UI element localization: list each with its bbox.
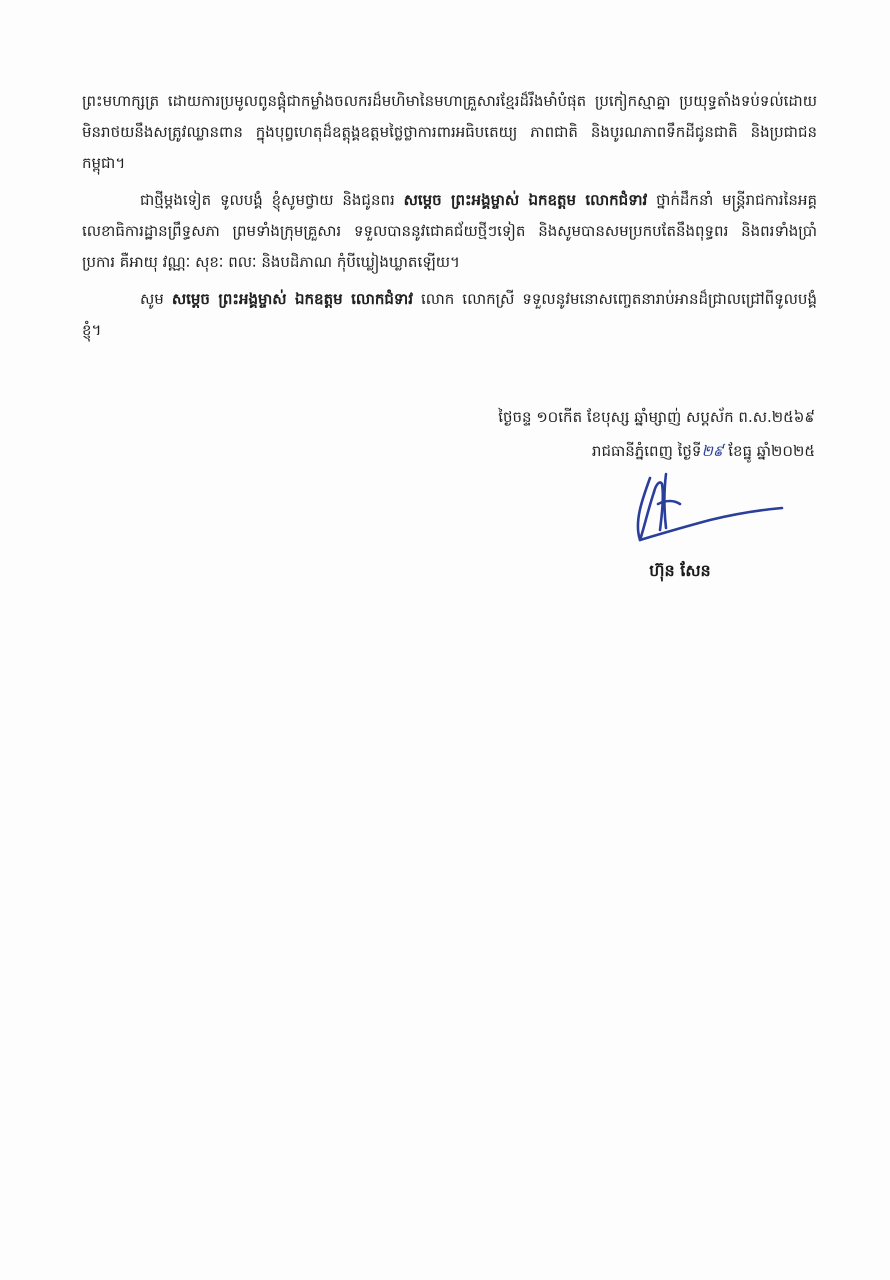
dateline [355, 400, 815, 468]
place-prefix: រាជធានីភ្នំពេញ ថ្ងៃទី [591, 442, 702, 460]
signer-name: ហ៊ុន សែន [649, 561, 711, 580]
paragraph-3-text-a: សូម [140, 290, 172, 308]
handwritten-day: ២៩ [701, 442, 724, 460]
letter-body [82, 86, 817, 352]
paragraph-2-text-b: ថ្នាក់ដឹកនាំ មន្ត្រីរាជការនៃអគ្គលេខាធិការដ្ឋានព្រឹទ្ធសភា ព្រមទាំងក្រុមគ្រួសារ ទទួលបាននូវជោគជ័យថ្មីៗទៀត និងសូមបានសមប្រកបតែនឹងពុទ្ធពរ និងពរទាំងប្រាំប្រការ គឺអាយុ វណ្ណៈ សុខៈ ពលៈ និងបដិភាណ កុំបីឃ្លៀងឃ្លាតឡើយ។ [82, 191, 817, 271]
paragraph-2 [82, 185, 817, 278]
place-and-date [355, 434, 815, 468]
handwritten-signature [620, 470, 790, 550]
paragraph-1 [82, 86, 817, 179]
paragraph-1-text: ព្រះមហាក្សត្រ ដោយការប្រមូលពូនផ្តុំជាកម្លាំងចលករដ៏មហិមានៃមហាគ្រួសារខ្មែរដ៏រឹងមាំបំផុត ប្រកៀកស្មាគ្នា ប្រយុទ្ធតាំងទប់ទល់ដោយមិនរាថយនឹងសត្រូវឈ្លានពាន ក្នុងបុព្វហេតុដ៏ឧត្តុង្គឧត្តមថ្លៃថ្លាការពារអធិបតេយ្យ ភាពជាតិ និងបូរណភាពទឹកដីជូនជាតិ និងប្រជាជនកម្ពុជា។ [82, 92, 817, 172]
paragraph-2-text-a: ជាថ្មីម្តងទៀត ទូលបង្គំ ខ្ញុំសូមថ្វាយ និងជូនពរ [140, 191, 404, 209]
paragraph-3-text-b: លោក លោកស្រី ទទួលនូវមនោសញ្ចេតនារាប់អានដ៏ជ្រាលជ្រៅពីទូលបង្គំ ខ្ញុំ។ [82, 290, 817, 339]
month-year: ខែធ្នូ ឆ្នាំ២០២៥ [723, 442, 815, 460]
paragraph-3 [82, 284, 817, 346]
lunar-date: ថ្ងៃចន្ទ ១០កើត ខែបុស្ស ឆ្នាំម្សាញ់ សប្តស័ក ព.ស.២៥៦៩ [498, 408, 815, 426]
paragraph-2-addressees: សម្តេច ព្រះអង្គម្ចាស់ ឯកឧត្តម លោកជំទាវ [403, 191, 648, 209]
paragraph-3-addressees: សម្តេច ព្រះអង្គម្ចាស់ ឯកឧត្តម លោកជំទាវ [171, 290, 413, 308]
